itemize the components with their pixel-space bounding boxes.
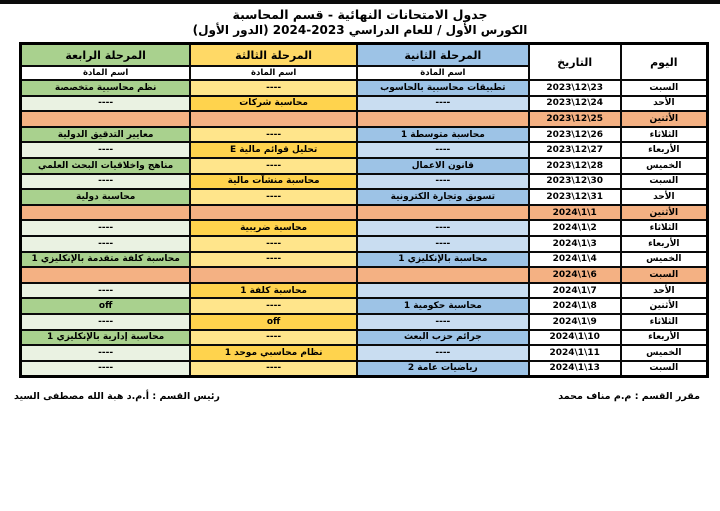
date-cell: 2024\1\4 [529,252,621,268]
subject-cell-s2: تسويق وتجارة الكترونية [357,189,529,205]
subject-cell-s4: ---- [21,361,191,377]
exam-row [21,298,708,314]
date-cell: 2023\12\26 [529,127,621,143]
subject-cell-s3: ---- [190,189,357,205]
exam-row [21,96,708,112]
subject-cell-s2: محاسبة متوسطة 1 [357,127,529,143]
holiday-cell-s4 [21,205,191,221]
holiday-row [21,111,708,127]
holiday-row [21,267,708,283]
day-cell: السبت [621,80,708,96]
day-cell: الخميس [621,252,708,268]
subject-label-stage4: اسم المادة [21,66,191,80]
subject-cell-s2: محاسبة بالإنكليزي 1 [357,252,529,268]
signature-footer [0,391,720,402]
holiday-cell-s2 [357,267,529,283]
day-cell: الأثنين [621,298,708,314]
day-cell: السبت [621,174,708,190]
day-cell: الثلاثاء [621,220,708,236]
date-cell: 2023\12\31 [529,189,621,205]
scan-edge-bar [0,0,720,4]
exam-row [21,314,708,330]
subject-cell-s2: ---- [357,220,529,236]
day-cell: الأحد [621,189,708,205]
day-cell: السبت [621,361,708,377]
subject-cell-s2: تطبيقات محاسبية بالحاسوب [357,80,529,96]
exam-row [21,174,708,190]
date-cell: 2024\1\1 [529,205,621,221]
subject-cell-s2: ---- [357,96,529,112]
day-cell: الأحد [621,96,708,112]
subject-cell-s2: ---- [357,314,529,330]
holiday-cell-s4 [21,267,191,283]
date-cell: 2023\12\23 [529,80,621,96]
subject-cell-s3: محاسبة منشآت مالية [190,174,357,190]
subject-cell-s4: off [21,298,191,314]
exam-row [21,236,708,252]
date-cell: 2024\1\13 [529,361,621,377]
holiday-cell-s2 [357,111,529,127]
date-cell: 2024\1\9 [529,314,621,330]
date-cell: 2023\12\28 [529,158,621,174]
day-cell: الثلاثاء [621,127,708,143]
exam-row [21,127,708,143]
subject-cell-s2: رياضيات عامة 2 [357,361,529,377]
day-cell: الأربعاء [621,142,708,158]
document-title: جدول الامتحانات النهائية - قسم المحاسبة [232,7,488,22]
subject-cell-s3: ---- [190,236,357,252]
date-cell: 2024\1\7 [529,283,621,299]
subject-cell-s4: ---- [21,345,191,361]
subject-cell-s4: ---- [21,236,191,252]
subject-cell-s3: ---- [190,361,357,377]
column-header-date: التاريخ [529,44,621,81]
date-cell: 2023\12\30 [529,174,621,190]
exam-row [21,158,708,174]
holiday-cell-s3 [190,111,357,127]
date-cell: 2024\1\6 [529,267,621,283]
day-cell: الأحد [621,283,708,299]
subject-cell-s4: ---- [21,96,191,112]
exam-row [21,252,708,268]
column-header-stage2: المرحلة الثانية [357,44,529,67]
column-header-stage4: المرحلة الرابعة [21,44,191,67]
schedule-body [21,80,708,377]
subject-cell-s3: ---- [190,298,357,314]
subject-cell-s3: ---- [190,127,357,143]
stage-header-row [21,44,708,67]
exam-row [21,330,708,346]
holiday-cell-s3 [190,205,357,221]
subject-cell-s4: محاسبة دولية [21,189,191,205]
subject-cell-s2: محاسبة حكومية 1 [357,298,529,314]
exam-row [21,283,708,299]
column-header-day: اليوم [621,44,708,81]
subject-cell-s4: ---- [21,142,191,158]
day-cell: السبت [621,267,708,283]
exam-row [21,80,708,96]
subject-cell-s3: نظام محاسبي موحد 1 [190,345,357,361]
subject-cell-s2: ---- [357,345,529,361]
date-cell: 2023\12\25 [529,111,621,127]
day-cell: الخميس [621,345,708,361]
exam-row [21,361,708,377]
subject-cell-s4: محاسبة إدارية بالإنكليزي 1 [21,330,191,346]
date-cell: 2024\1\11 [529,345,621,361]
day-cell: الخميس [621,158,708,174]
date-cell: 2024\1\8 [529,298,621,314]
column-header-stage3: المرحلة الثالثة [190,44,357,67]
subject-cell-s3: ---- [190,330,357,346]
day-cell: الأربعاء [621,330,708,346]
subject-cell-s2: ---- [357,142,529,158]
subject-cell-s4: نظم محاسبية متخصصة [21,80,191,96]
department-head-signature: رئيس القسم : أ.م.د هبة الله مصطفى السيد [14,391,220,403]
subject-cell-s3: محاسبة كلفة 1 [190,283,357,299]
subject-cell-s2: ---- [357,236,529,252]
exam-row [21,220,708,236]
document-header [0,0,720,38]
subject-cell-s4: ---- [21,220,191,236]
subject-cell-s4: محاسبة كلفة متقدمة بالإنكليزي 1 [21,252,191,268]
subject-cell-s3: تحليل قوائم مالية E [190,142,357,158]
subject-cell-s3: محاسبة شركات [190,96,357,112]
date-cell: 2023\12\24 [529,96,621,112]
subject-cell-s4: معايير التدقيق الدولية [21,127,191,143]
day-cell: الأربعاء [621,236,708,252]
holiday-cell-s4 [21,111,191,127]
exam-row [21,142,708,158]
exam-schedule-table [19,42,709,378]
date-cell: 2023\12\27 [529,142,621,158]
holiday-row [21,205,708,221]
subject-cell-s2: ---- [357,174,529,190]
subject-cell-s2: قانون الاعمال [357,158,529,174]
subject-cell-s4: ---- [21,314,191,330]
subject-cell-s4: مناهج واخلاقيات البحث العلمي [21,158,191,174]
day-cell: الأثنين [621,111,708,127]
subject-cell-s3: ---- [190,158,357,174]
department-rapporteur-signature: مقرر القسم : م.م مناف محمد [558,391,700,403]
date-cell: 2024\1\10 [529,330,621,346]
holiday-cell-s2 [357,205,529,221]
subject-cell-s3: ---- [190,80,357,96]
document-subtitle: الكورس الأول / للعام الدراسي 2023-2024 (الدور الأول) [192,23,528,37]
subject-cell-s4: ---- [21,174,191,190]
subject-cell-s2: جرائم حزب البعث [357,330,529,346]
exam-row [21,189,708,205]
date-cell: 2024\1\3 [529,236,621,252]
subject-cell-s3: off [190,314,357,330]
date-cell: 2024\1\2 [529,220,621,236]
subject-cell-s4: ---- [21,283,191,299]
day-cell: الأثنين [621,205,708,221]
subject-label-stage3: اسم المادة [190,66,357,80]
subject-cell-s2 [357,283,529,299]
subject-cell-s3: محاسبة ضريبية [190,220,357,236]
exam-row [21,345,708,361]
day-cell: الثلاثاء [621,314,708,330]
subject-label-stage2: اسم المادة [357,66,529,80]
subject-cell-s3: ---- [190,252,357,268]
holiday-cell-s3 [190,267,357,283]
